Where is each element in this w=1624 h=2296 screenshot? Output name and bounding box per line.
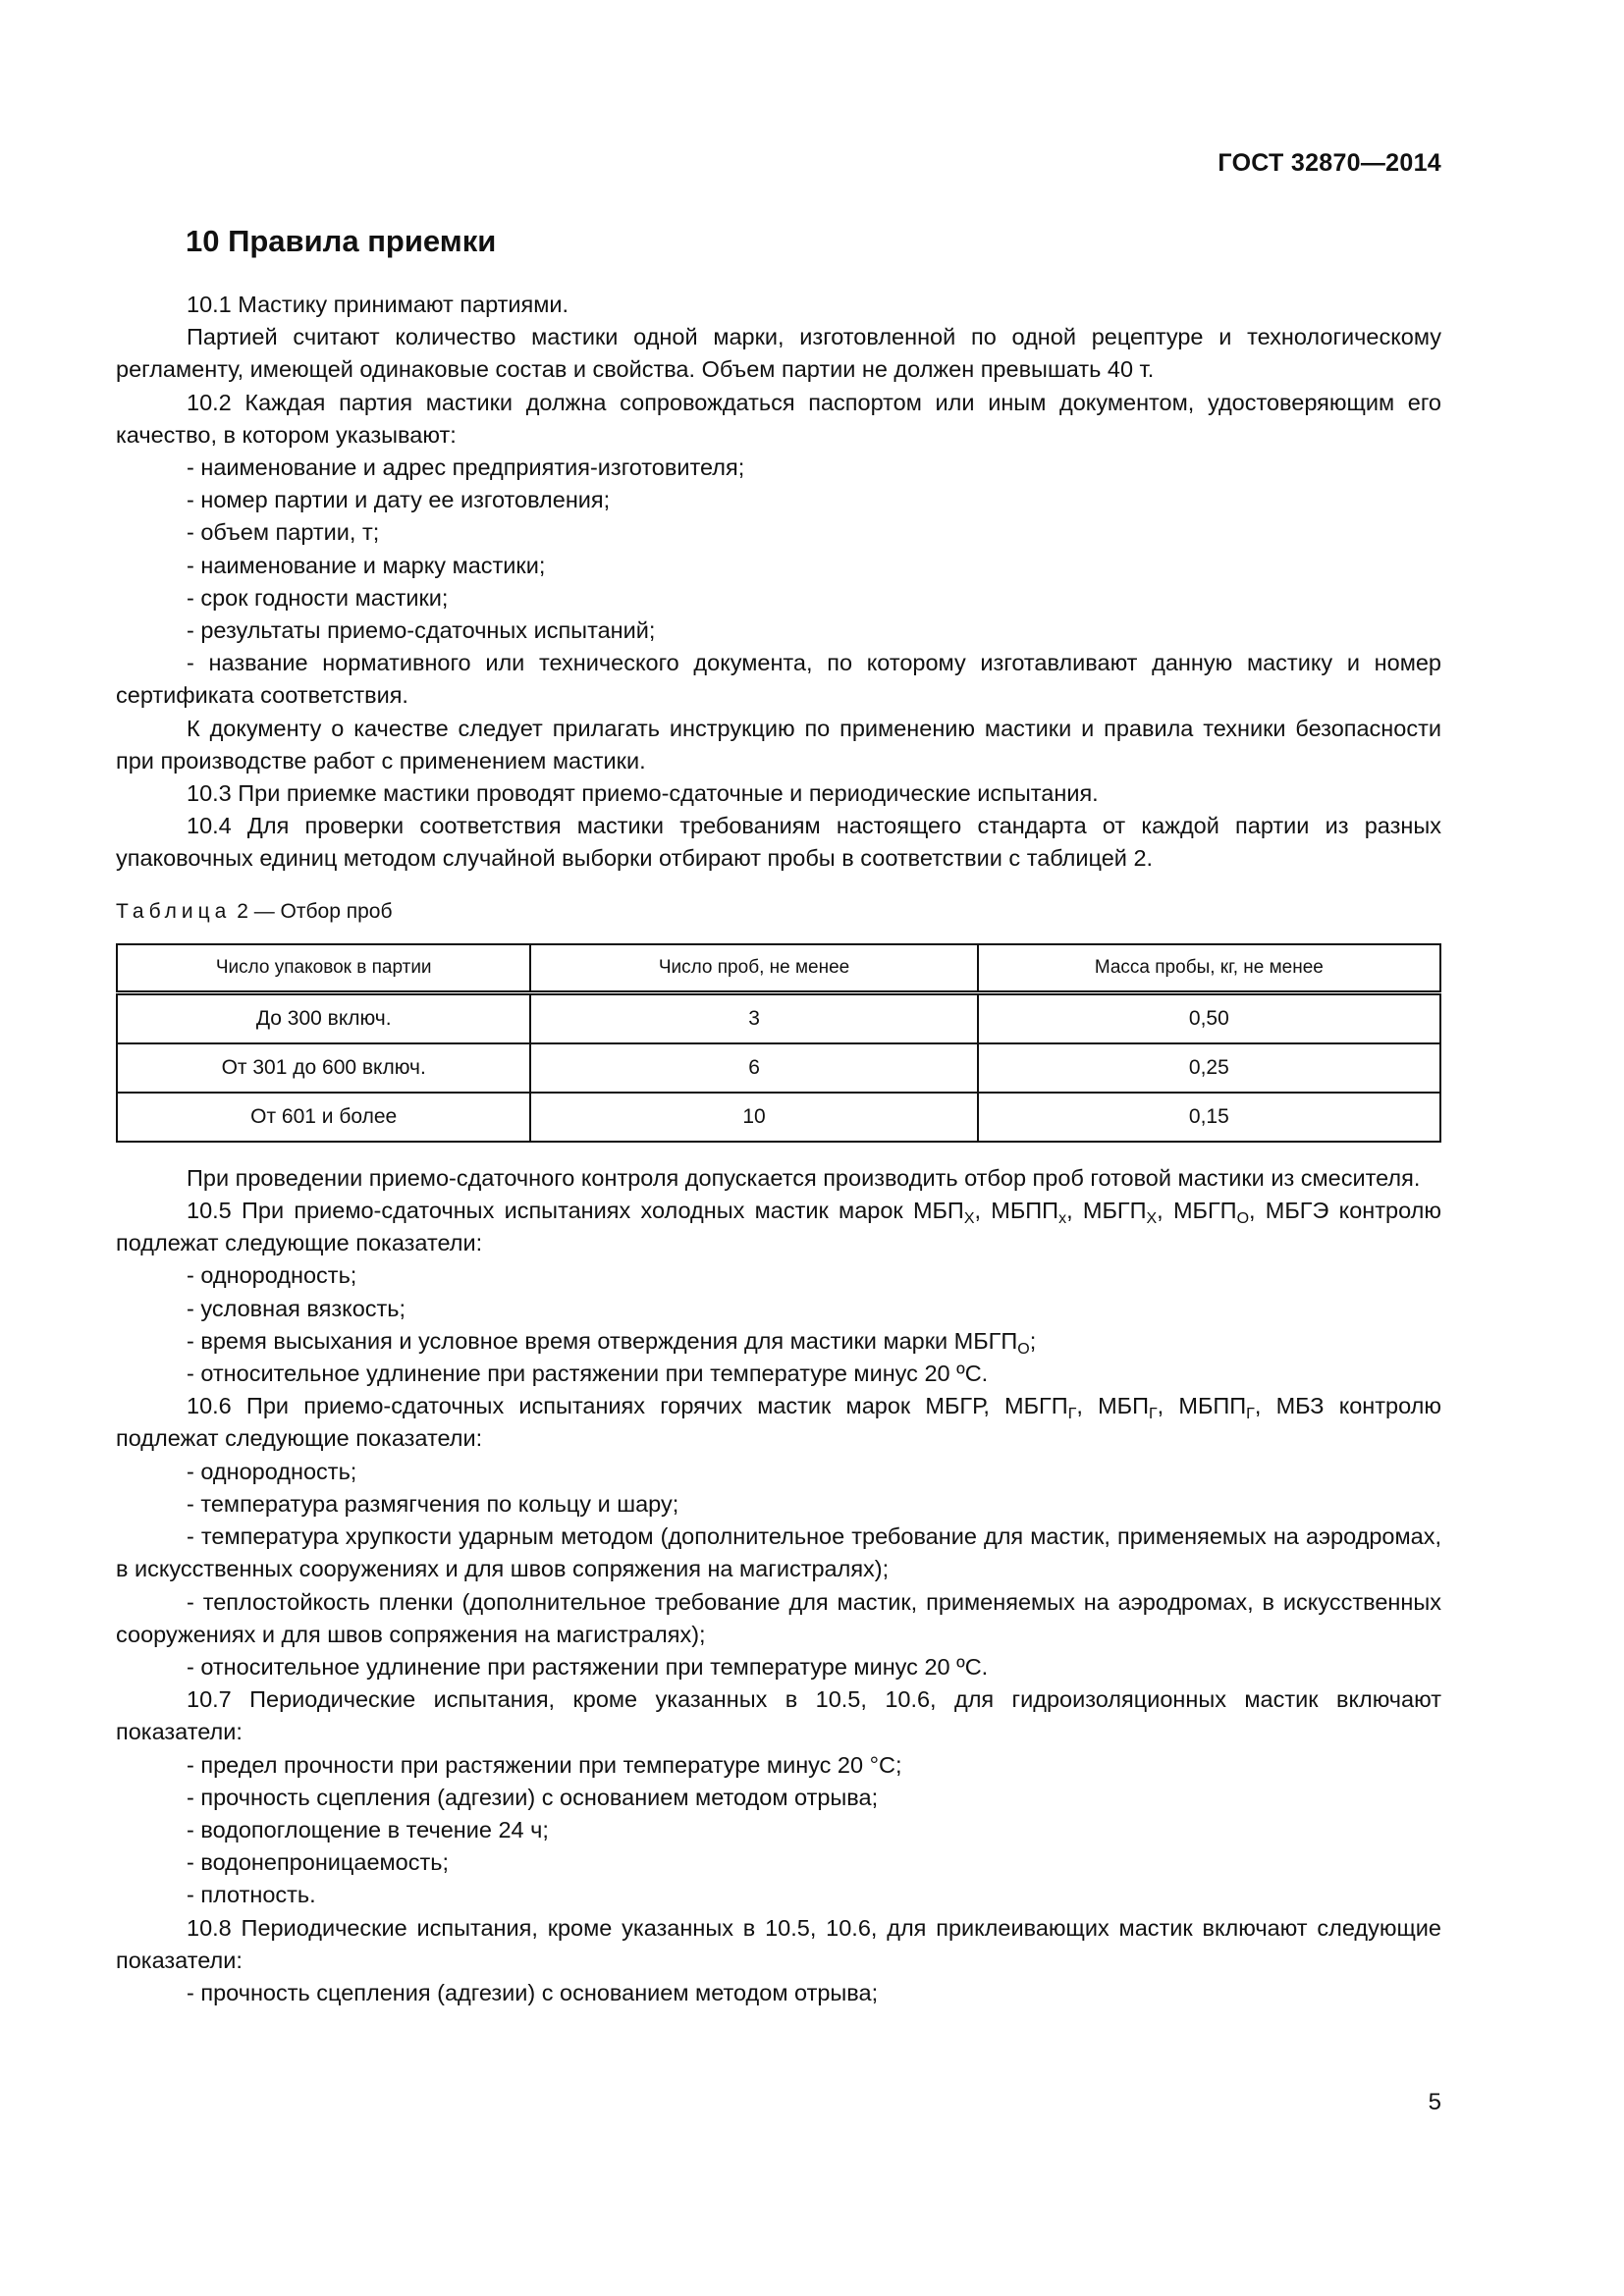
list-item: - температура размягчения по кольцу и шару; bbox=[187, 1490, 679, 1517]
table-cell: 0,15 bbox=[978, 1093, 1440, 1142]
paragraph: 10.5 При приемо-сдаточных испытаниях холодных мастик марок $МБП_Х$, $МБПП_х$, $МБГП_Х$, $МБГП_О$, МБГЭ контролю подлежат следующие показатели: bbox=[116, 1198, 1441, 1256]
list-item: - водонепроницаемость; bbox=[187, 1849, 450, 1876]
list-item: - плотность. bbox=[187, 1882, 316, 1908]
paragraph: При проведении приемо-сдаточного контроля допускается производить отбор проб готовой мастики из смесителя. bbox=[187, 1164, 1421, 1191]
paragraph: Партией считают количество мастики одной марки, изготовленной по одной рецептуре и технологическому регламенту, имеющей одинаковые состав и свойства. Объем партии не должен превышать 40 т. bbox=[116, 324, 1441, 383]
list-item: - срок годности мастики; bbox=[187, 584, 449, 611]
document-body bbox=[116, 289, 1441, 2009]
list-item: - относительное удлинение при растяжении при температуре минус 20 ºС. bbox=[187, 1361, 989, 1387]
paragraph: - теплостойкость пленки (дополнительное требование для мастик, применяемых на аэродромах, в искусственных сооружениях и для швов сопряжения на магистралях); bbox=[116, 1588, 1441, 1647]
samples-table bbox=[116, 943, 1441, 1143]
list-item: - условная вязкость; bbox=[187, 1295, 406, 1321]
list-item: - относительное удлинение при растяжении при температуре минус 20 ºС. bbox=[187, 1653, 989, 1680]
table-header-cell: Число проб, не менее bbox=[530, 944, 977, 993]
paragraphs-bottom bbox=[116, 1162, 1441, 2009]
paragraph: 10.3 При приемке мастики проводят приемо-сдаточные и периодические испытания. bbox=[187, 780, 1099, 807]
list-item: - водопоглощение в течение 24 ч; bbox=[187, 1816, 549, 1842]
table-header-cell: Число упаковок в партии bbox=[117, 944, 530, 993]
table-cell: До 300 включ. bbox=[117, 992, 530, 1043]
paragraph: - температура хрупкости ударным методом (дополнительное требование для мастик, применяемых на аэродромах, в искусственных сооружениях и для швов сопряжения на магистралях); bbox=[116, 1523, 1441, 1582]
table-row bbox=[117, 1093, 1440, 1142]
standard-number: ГОСТ 32870—2014 bbox=[1218, 149, 1441, 177]
list-item: - объем партии, т; bbox=[187, 519, 380, 546]
list-item: - предел прочности при растяжении при температуре минус 20 °С; bbox=[187, 1751, 902, 1778]
paragraph: 10.1 Мастику принимают партиями. bbox=[187, 292, 569, 317]
list-item: - результаты приемо-сдаточных испытаний; bbox=[187, 617, 656, 644]
table-caption bbox=[116, 895, 1441, 928]
table-header-row bbox=[117, 944, 1440, 993]
paragraph: - название нормативного или технического документа, по которому изготавливают данную мастику и номер сертификата соответствия. bbox=[116, 650, 1441, 709]
list-item: - однородность; bbox=[187, 1458, 357, 1484]
list-item: - время высыхания и условное время отверждения для мастики марки $МБГП_О$; bbox=[187, 1327, 1037, 1358]
paragraph: 10.4 Для проверки соответствия мастики требованиям настоящего стандарта от каждой партии из разных упаковочных единиц методом случайной выборки отбирают пробы в соответствии с таблицей 2. bbox=[116, 813, 1441, 872]
list-item: - наименование и марку мастики; bbox=[187, 552, 546, 578]
table-cell: 3 bbox=[530, 992, 977, 1043]
list-item: - номер партии и дату ее изготовления; bbox=[187, 487, 611, 513]
table-cell: От 601 и более bbox=[117, 1093, 530, 1142]
list-item: - прочность сцепления (адгезии) с основанием методом отрыва; bbox=[187, 1784, 879, 1810]
table-cell: 10 bbox=[530, 1093, 977, 1142]
table-row bbox=[117, 992, 1440, 1043]
paragraph: 10.2 Каждая партия мастики должна сопровождаться паспортом или иным документом, удостоверяющим его качество, в котором указывают: bbox=[116, 389, 1441, 448]
paragraph: К документу о качестве следует прилагать инструкцию по применению мастики и правила техники безопасности при производстве работ с применением мастики. bbox=[116, 715, 1441, 774]
list-item: - наименование и адрес предприятия-изготовителя; bbox=[187, 454, 745, 481]
list-item: - прочность сцепления (адгезии) с основанием методом отрыва; bbox=[187, 1979, 879, 2005]
section-title: 10 Правила приемки bbox=[186, 224, 497, 258]
table-cell: 0,25 bbox=[978, 1043, 1440, 1093]
table-cell: 0,50 bbox=[978, 992, 1440, 1043]
table-caption-label: Таблица bbox=[116, 899, 232, 923]
table-header-cell: Масса пробы, кг, не менее bbox=[978, 944, 1440, 993]
list-item: - однородность; bbox=[187, 1262, 357, 1289]
table-row bbox=[117, 1043, 1440, 1093]
table-caption-title: 2 — Отбор проб bbox=[237, 899, 393, 923]
table-cell: От 301 до 600 включ. bbox=[117, 1043, 530, 1093]
paragraph: 10.8 Периодические испытания, кроме указанных в 10.5, 10.6, для приклеивающих мастик включают следующие показатели: bbox=[116, 1914, 1441, 1973]
paragraph: 10.7 Периодические испытания, кроме указанных в 10.5, 10.6, для гидроизоляционных мастик включают показатели: bbox=[116, 1686, 1441, 1745]
page-number: 5 bbox=[1428, 2089, 1441, 2115]
table-cell: 6 bbox=[530, 1043, 977, 1093]
paragraph: 10.6 При приемо-сдаточных испытаниях горячих мастик марок МБГР, $МБГП_Г$, $МБП_Г$, $МБПП_Г$, МБЗ контролю подлежат следующие показатели: bbox=[116, 1393, 1442, 1452]
paragraphs-top bbox=[116, 289, 1441, 876]
